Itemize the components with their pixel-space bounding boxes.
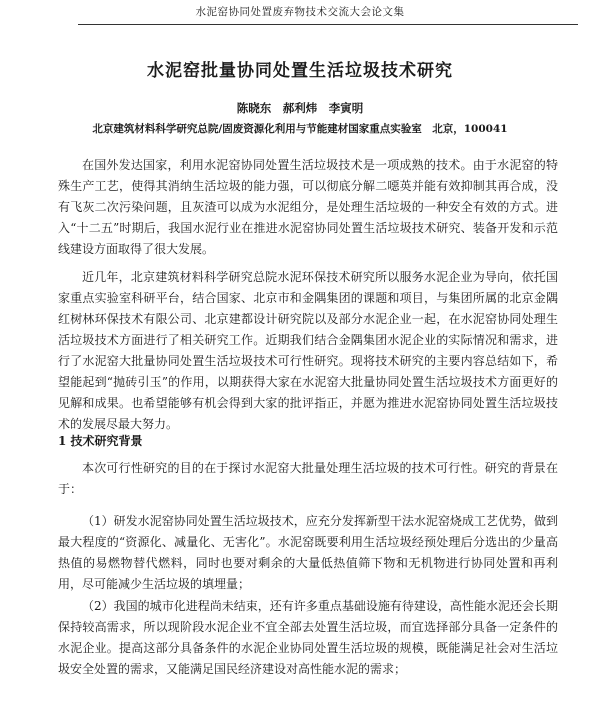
- affiliation: 北京建筑材料科学研究总院/固废资源化利用与节能建材国家重点实验室 北京，100041: [92, 123, 508, 135]
- authors: 陈晓东 郝利炜 李寅明: [236, 101, 364, 115]
- running-header: 水泥窑协同处置废弃物技术交流大会论文集: [195, 6, 405, 18]
- paragraph-item-2: （2）我国的城市化进程尚未结束，还有许多重点基础设施有待建设，高性能水泥还会长期保持较高需求，所以现阶段水泥企业不宜全部去处置生活垃圾，而宜选择部分具备一定条件的水泥企业。提高这部分具备条件的水泥企业协同处置生活垃圾的规模，既能满足社会对生活垃圾安全处置的需求，又能满足国民经济建设对高性能水泥的需求；: [58, 599, 558, 676]
- paragraph-recent-work: 近几年，北京建筑材料科学研究总院水泥环保技术研究所以服务水泥企业为导向，依托国家重点实验室科研平台，结合国家、北京市和金隅集团的课题和项目，与集团所属的北京金隅红树林环保技术有限公司、北京建都设计研究院以及部分水泥企业一起，在水泥窑协同处理生活垃圾技术方面进行了相关研究工作。近期我们结合金隅集团水泥企业的实际情况和需求，进行了水泥窑大批量协同处置生活垃圾技术可行性研究。现将技术研究的主要内容总结如下，希望能起到“抛砖引玉”的作用，以期获得大家在水泥窑大批量协同处置生活垃圾技术方面更好的见解和成果。也希望能够有机会得到大家的批评指正，并愿为推进水泥窑协同处置生活垃圾技术的发展尽最大努力。: [58, 270, 558, 431]
- paragraph-intro: 在国外发达国家，利用水泥窑协同处置生活垃圾技术是一项成熟的技术。由于水泥窑的特殊生产工艺，使得其消纳生活垃圾的能力强，可以彻底分解二噁英并能有效抑制其再合成，没有飞灰二次污染问题，且灰渣可以成为水泥组分，是处理生活垃圾的一种安全有效的方式。进入“十二五”时期后，我国水泥行业在推进水泥窑协同处置生活垃圾技术研究、装备开发和示范线建设方面取得了很大发展。: [58, 158, 558, 256]
- paragraph-item-1: （1）研发水泥窑协同处置生活垃圾技术，应充分发挥新型干法水泥窑烧成工艺优势，做到最大程度的“资源化、减量化、无害化”。水泥窑既要利用生活垃圾经预处理后分选出的少量高热值的易燃物替代燃料，同时也要对剩余的大量低热值筛下物和无机物进行协同处置和再利用，尽可能减少生活垃圾的填埋量；: [58, 514, 558, 591]
- section-heading: 1 技术研究背景: [58, 434, 143, 448]
- paragraph-purpose: 本次可行性研究的目的在于探讨水泥窑大批量处理生活垃圾的技术可行性。研究的背景在于：: [58, 461, 558, 496]
- paper-title: 水泥窑批量协同处置生活垃圾技术研究: [147, 61, 453, 81]
- header-rule: [78, 24, 578, 25]
